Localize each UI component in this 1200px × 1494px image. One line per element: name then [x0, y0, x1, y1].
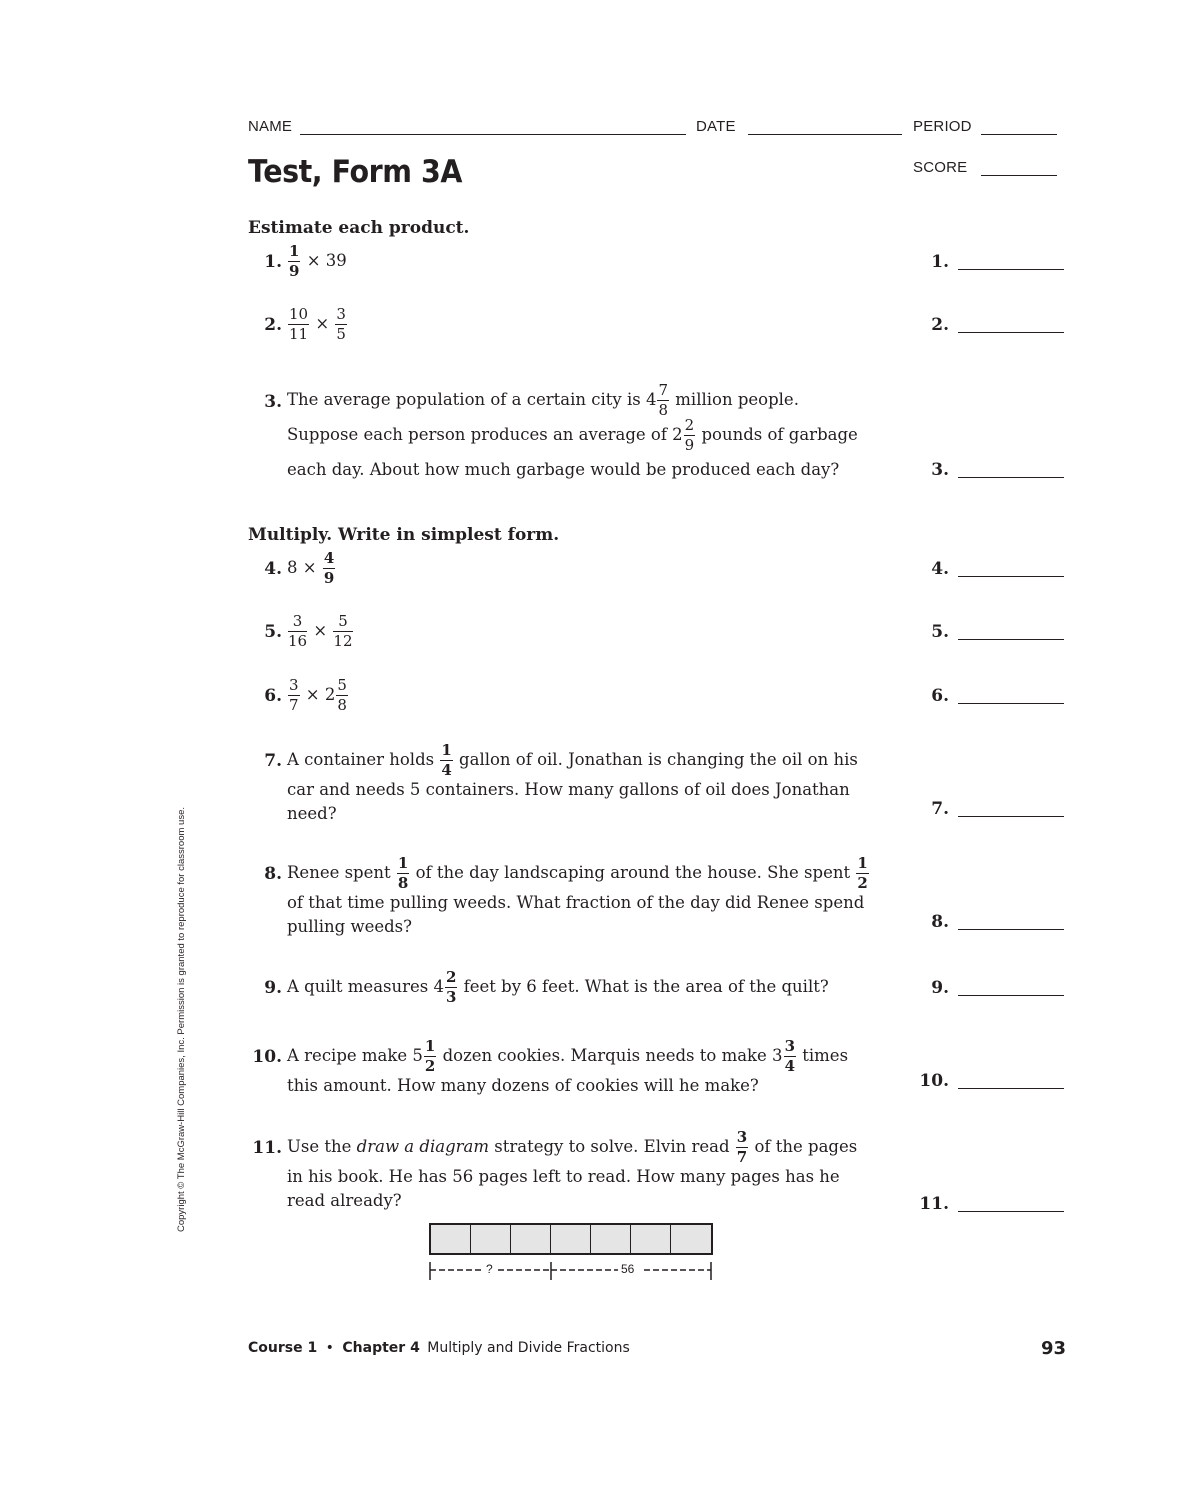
answer-blank[interactable] [958, 816, 1064, 817]
fraction: $\frac{5}{8}$ [337, 676, 347, 714]
question-number: 9. [264, 978, 282, 998]
bar-cell [511, 1225, 551, 1253]
diagram-known-label: 56 [621, 1262, 635, 1276]
answer-label: 10. [919, 1071, 949, 1091]
fraction: $\frac{4}{9}$ [323, 549, 335, 587]
answer-label: 4. [931, 559, 949, 579]
question-number: 8. [264, 864, 282, 884]
diagram-brackets [424, 1258, 718, 1282]
answer-blank[interactable] [958, 477, 1064, 478]
answer-blank[interactable] [958, 1211, 1064, 1212]
answer-blank[interactable] [958, 332, 1064, 333]
question-number: 11. [252, 1138, 282, 1158]
question-1-text: $\frac{1}{9}$ × 39 [289, 242, 347, 280]
question-8-text: Renee spent $\frac{1}{8}$ of the day landscaping around the house. She spent $\frac{1}{2}$ of that time pulling weeds. What fraction of the day did Renee spend pulling weeds? [287, 854, 868, 936]
question-6-text: $\frac{3}{7}$ × 2 $\frac{5}{8}$ [289, 676, 347, 714]
answer-label: 9. [931, 978, 949, 998]
bar-model [429, 1223, 713, 1255]
question-number: 2. [264, 315, 282, 335]
answer-blank[interactable] [958, 1088, 1064, 1089]
question-3-text: The average population of a certain city is 4 $\frac{7}{8}$ million people. Suppose each person produces an average of 2 $\frac{2}{9}$ pounds of garbage each day. About how much garbage would be produced each day? [287, 381, 858, 479]
question-10-text: A recipe make 5 $\frac{1}{2}$ dozen cookies. Marquis needs to make 3 $\frac{3}{4}$ times this amount. How many dozens of cookies will he make? [287, 1037, 849, 1095]
diagram-unknown-label: ? [486, 1262, 493, 1276]
fraction: $\frac{5}{12}$ [333, 612, 353, 650]
answer-label: 7. [931, 799, 949, 819]
fraction: $\frac{3}{5}$ [336, 305, 346, 343]
fraction: $\frac{3}{7}$ [289, 676, 299, 714]
bar-cell [431, 1225, 471, 1253]
question-2-text: $\frac{10}{11}$ × $\frac{3}{5}$ [289, 305, 346, 343]
question-number: 3. [264, 392, 282, 412]
fraction: $\frac{2}{9}$ [684, 416, 695, 454]
footer-chapter-label: Chapter 4 [342, 1340, 420, 1356]
answer-blank[interactable] [958, 929, 1064, 930]
question-number: 10. [252, 1047, 282, 1067]
question-number: 6. [264, 686, 282, 706]
fraction: $\frac{1}{8}$ [397, 854, 409, 892]
question-5-text: $\frac{3}{16}$ × $\frac{5}{12}$ [288, 612, 353, 650]
footer-course-label: Course 1 [248, 1340, 318, 1356]
bar-cell [551, 1225, 591, 1253]
fraction: $\frac{1}{2}$ [424, 1037, 436, 1075]
page-number: 93 [1040, 1338, 1066, 1359]
question-number: 7. [264, 751, 282, 771]
name-label: NAME [248, 118, 293, 135]
fraction: $\frac{7}{8}$ [658, 381, 669, 419]
bar-cell [591, 1225, 631, 1253]
date-label: DATE [696, 118, 736, 135]
score-label: SCORE [913, 159, 968, 176]
bar-cell [671, 1225, 711, 1253]
fraction: $\frac{3}{16}$ [288, 612, 308, 650]
answer-label: 1. [931, 252, 949, 272]
bar-diagram [429, 1223, 713, 1255]
fraction: $\frac{3}{7}$ [736, 1128, 748, 1166]
period-field[interactable] [981, 134, 1057, 135]
answer-blank[interactable] [958, 576, 1064, 577]
answer-blank[interactable] [958, 639, 1064, 640]
footer-course [248, 1340, 630, 1356]
question-9-text: A quilt measures 4 $\frac{2}{3}$ feet by 6 feet. What is the area of the quilt? [287, 968, 829, 1006]
footer-bullet: • [325, 1340, 334, 1356]
fraction: $\frac{2}{3}$ [445, 968, 457, 1006]
answer-label: 6. [931, 686, 949, 706]
name-field[interactable] [300, 134, 686, 135]
copyright-notice: Copyright © The McGraw-Hill Companies, Inc. Permission is granted to reproduce for classroom use. [176, 807, 187, 1232]
fraction: $\frac{10}{11}$ [289, 305, 309, 343]
date-field[interactable] [748, 134, 902, 135]
answer-label: 3. [931, 460, 949, 480]
section-heading-multiply: Multiply. Write in simplest form. [248, 525, 560, 545]
answer-label: 2. [931, 315, 949, 335]
period-label: PERIOD [913, 118, 972, 135]
fraction: $\frac{1}{4}$ [441, 741, 452, 779]
answer-blank[interactable] [958, 703, 1064, 704]
footer-chapter-title: Multiply and Divide Fractions [427, 1340, 630, 1356]
question-number: 4. [264, 559, 282, 579]
section-heading-estimate: Estimate each product. [248, 218, 470, 238]
question-number: 1. [264, 252, 282, 272]
question-number: 5. [264, 622, 282, 642]
bar-cell [471, 1225, 511, 1253]
answer-blank[interactable] [958, 269, 1064, 270]
fraction: $\frac{3}{4}$ [784, 1037, 795, 1075]
question-11-text: Use the draw a diagram strategy to solve. Elvin read $\frac{3}{7}$ of the pages in his book. He has 56 pages left to read. How many pages has he read already? [287, 1128, 858, 1210]
fraction: $\frac{1}{2}$ [857, 854, 868, 892]
answer-label: 8. [931, 912, 949, 932]
bar-cell [631, 1225, 671, 1253]
answer-label: 11. [919, 1194, 949, 1214]
page-title: Test, Form 3A [248, 154, 462, 190]
question-7-text: A container holds $\frac{1}{4}$ gallon of oil. Jonathan is changing the oil on his car and needs 5 containers. How many gallons of oil does Jonathan need? [287, 741, 858, 823]
score-field[interactable] [981, 175, 1057, 176]
fraction: $\frac{1}{9}$ [289, 242, 300, 280]
question-4-text: 8 × $\frac{4}{9}$ [287, 549, 335, 587]
answer-label: 5. [931, 622, 949, 642]
answer-blank[interactable] [958, 995, 1064, 996]
